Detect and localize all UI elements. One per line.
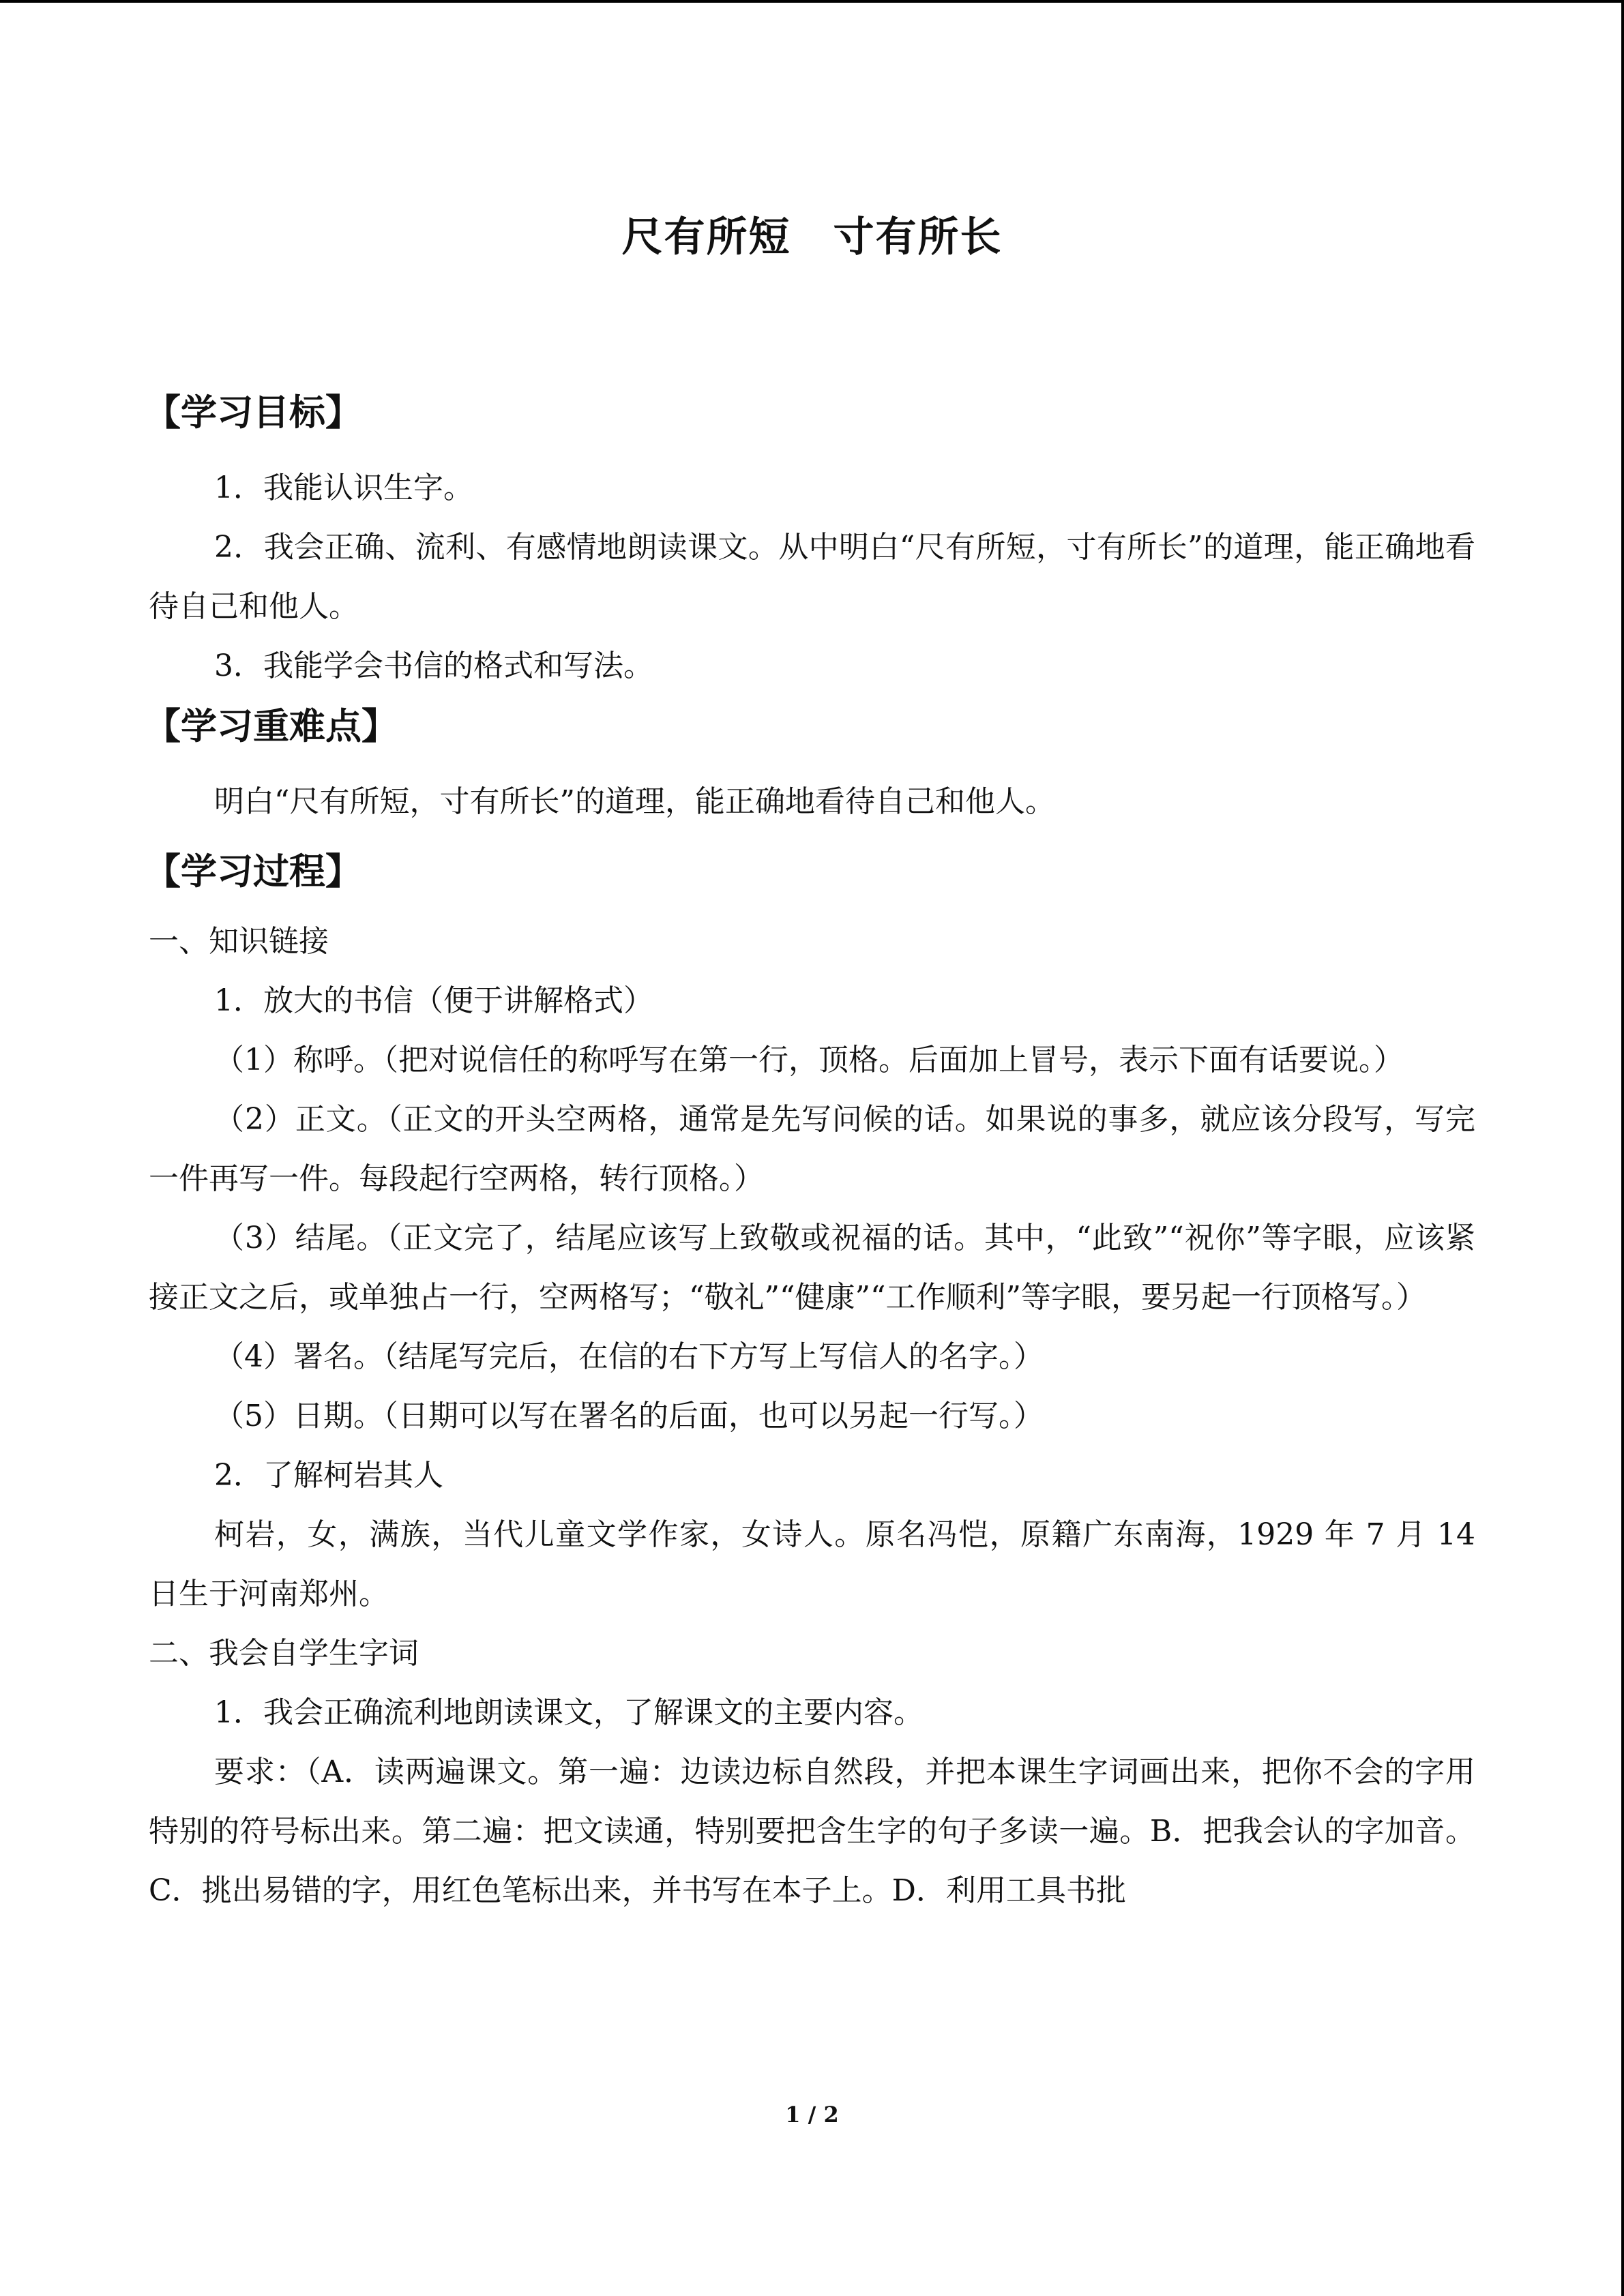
goal-item: 3．我能学会书信的格式和写法。 bbox=[214, 648, 653, 683]
section-title-self-study: 二、我会自学生字词 bbox=[149, 1636, 419, 1671]
key-points-text: 明白“尺有所短，寸有所长”的道理，能正确地看待自己和他人。 bbox=[214, 784, 1055, 819]
letter-part-body: （2）正文。（正文的开头空两格，通常是先写问候的话。如果说的事多，就应该分段写，写完一件再写一件。每段起行空两格，转行顶格。） bbox=[149, 1102, 1475, 1196]
top-border-line bbox=[0, 0, 1624, 3]
heading-process: 【学习过程】 bbox=[145, 850, 361, 893]
author-bio: 柯岩，女，满族，当代儿童文学作家，女诗人。原名冯恺，原籍广东南海，1929 年 7 月 14 日生于河南郑州。 bbox=[149, 1517, 1475, 1611]
letter-part-closing: （3）结尾。（正文完了，结尾应该写上致敬或祝福的话。其中，“此致”“祝你”等字眼，应该紧接正文之后，或单独占一行，空两格写；“敬礼”“健康”“工作顺利”等字眼，要另起一行顶格写。） bbox=[149, 1221, 1475, 1315]
list-item: 1．我会正确流利地朗读课文，了解课文的主要内容。 bbox=[214, 1695, 924, 1730]
letter-part-salutation: （1）称呼。（把对说信任的称呼写在第一行，顶格。后面加上冒号，表示下面有话要说。） bbox=[214, 1043, 1404, 1077]
goal-item: 2．我会正确、流利、有感情地朗读课文。从中明白“尺有所短，寸有所长”的道理，能正确地看待自己和他人。 bbox=[149, 530, 1475, 624]
list-item: 2．了解柯岩其人 bbox=[214, 1458, 443, 1493]
letter-part-signature: （4）署名。（结尾写完后，在信的右下方写上写信人的名字。） bbox=[214, 1339, 1044, 1374]
document-body bbox=[145, 382, 1475, 1920]
heading-goals: 【学习目标】 bbox=[145, 391, 361, 434]
page-title: 尺有所短 寸有所长 bbox=[621, 213, 1003, 261]
letter-part-date: （5）日期。（日期可以写在署名的后面，也可以另起一行写。） bbox=[214, 1399, 1044, 1433]
section-title-knowledge-link: 一、知识链接 bbox=[149, 924, 329, 959]
page-number: 1 / 2 bbox=[785, 2102, 839, 2128]
list-item: 1．放大的书信（便于讲解格式） bbox=[214, 983, 653, 1018]
heading-key-points: 【学习重难点】 bbox=[145, 705, 398, 747]
goal-item: 1．我能认识生字。 bbox=[214, 471, 473, 505]
requirements-text: 要求：（A．读两遍课文。第一遍：边读边标自然段，并把本课生字词画出来，把你不会的字用特别的符号标出来。第二遍：把文读通，特别要把含生字的句子多读一遍。B．把我会认的字加音。C．挑出易错的字，用红色笔标出来，并书写在本子上。D．利用工具书批 bbox=[149, 1755, 1475, 1908]
right-border-line bbox=[1621, 0, 1624, 2296]
